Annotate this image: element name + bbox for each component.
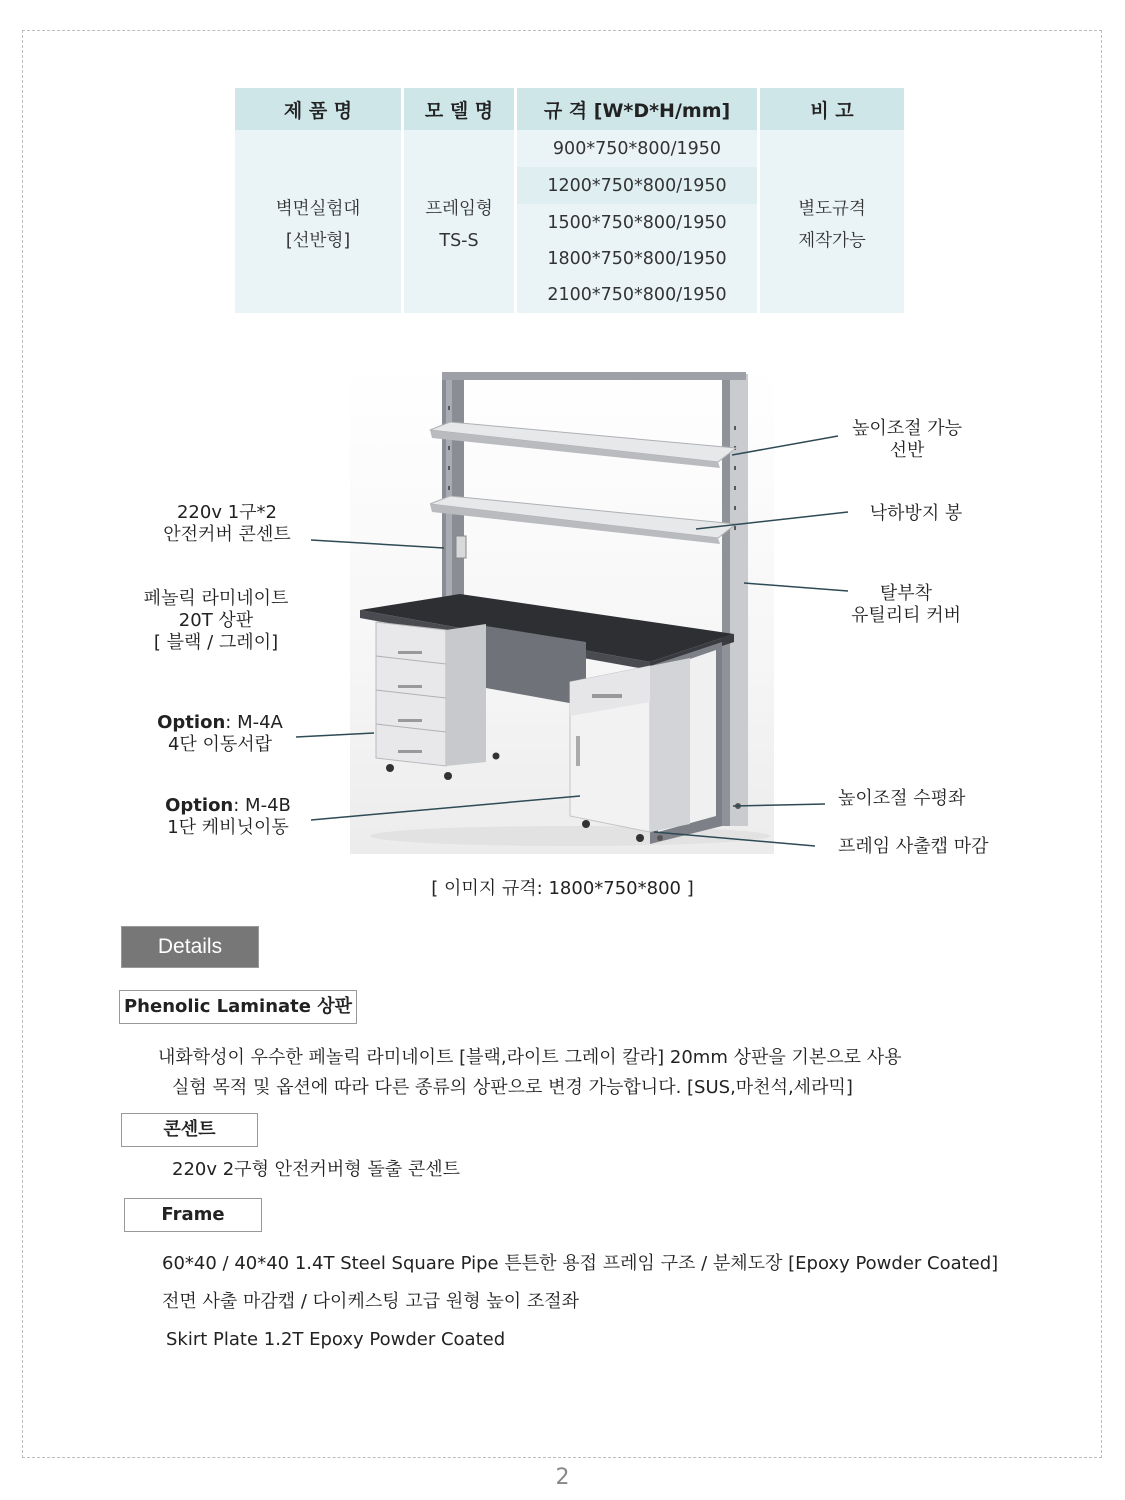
callout-top-line3: [ 블랙 / 그레이] <box>153 632 279 653</box>
callout-top-line2: 20T 상판 <box>178 610 254 631</box>
callout-cover-line2: 유틸리티 커버 <box>850 605 962 626</box>
option-b-label: Option <box>165 795 234 816</box>
callout-option-b <box>156 795 300 839</box>
details-title: Details <box>121 926 259 968</box>
model-code: TS-S <box>439 230 479 251</box>
option-a-label: Option <box>157 712 226 733</box>
frame-desc-line1: 60*40 / 40*40 1.4T Steel Square Pipe 튼튼한 용접 프레임 구조 / 분체도장 [Epoxy Powder Coated] <box>162 1253 999 1274</box>
header-product: 제 품 명 <box>235 88 401 130</box>
note-line: 제작가능 <box>798 230 866 251</box>
callout-outlet-line1: 220v 1구*2 <box>176 502 278 523</box>
tag-outlet: 콘센트 <box>121 1113 258 1147</box>
callout-leveler: 높이조절 수평좌 <box>838 788 966 809</box>
product-name: 벽면실험대 <box>275 198 361 219</box>
callout-top-line1: 페놀릭 라미네이트 <box>143 588 289 609</box>
header-note: 비 고 <box>760 88 904 130</box>
option-a-model: : M-4A <box>225 712 283 733</box>
size-cell: 1500*750*800/1950 <box>517 204 757 241</box>
header-model: 모 델 명 <box>404 88 514 130</box>
callout-shelf-line2: 선반 <box>889 440 925 461</box>
callout-shelf-line1: 높이조절 가능 <box>851 418 963 439</box>
phenolic-desc-line2: 실험 목적 및 옵션에 따라 다른 종류의 상판으로 변경 가능합니다. [SUS,마천석,세라믹] <box>172 1077 853 1098</box>
phenolic-desc-line1: 내화학성이 우수한 페놀릭 라미네이트 [블랙,라이트 그레이 칼라] 20mm 상판을 기본으로 사용 <box>158 1047 902 1068</box>
tag-phenolic-laminate: Phenolic Laminate 상판 <box>119 990 357 1024</box>
option-b-desc: 1단 케비닛이동 <box>167 817 289 838</box>
callout-bar: 낙하방지 봉 <box>869 503 963 524</box>
size-cell: 1800*750*800/1950 <box>517 241 757 277</box>
size-cell: 1200*750*800/1950 <box>517 167 757 204</box>
frame-desc-line2: 전면 사출 마감캡 / 다이케스팅 고급 원형 높이 조절좌 <box>162 1291 579 1312</box>
callout-option-a <box>148 712 292 756</box>
callout-top <box>126 588 306 654</box>
callout-shelf <box>832 418 982 462</box>
callout-outlet <box>140 502 314 546</box>
size-cell: 2100*750*800/1950 <box>517 277 757 313</box>
callout-cover-line1: 탈부착 <box>879 583 933 604</box>
model-type: 프레임형 <box>425 198 493 219</box>
size-cell: 900*750*800/1950 <box>517 130 757 167</box>
option-b-model: : M-4B <box>233 795 291 816</box>
callout-cap: 프레임 사출캡 마감 <box>838 836 989 857</box>
outlet-desc-line1: 220v 2구형 안전커버형 돌출 콘센트 <box>172 1159 461 1180</box>
product-type: [선반형] <box>285 230 351 251</box>
option-a-desc: 4단 이동서랍 <box>167 734 273 755</box>
note-line: 별도규격 <box>798 198 866 219</box>
callout-outlet-line2: 안전커버 콘센트 <box>163 524 291 545</box>
callout-cover <box>836 583 976 627</box>
page-number: 2 <box>555 1465 570 1490</box>
image-caption: [ 이미지 규격: 1800*750*800 ] <box>431 878 694 899</box>
header-size: 규 격 [W*D*H/mm] <box>517 88 757 130</box>
tag-frame: Frame <box>124 1198 262 1232</box>
frame-desc-line3: Skirt Plate 1.2T Epoxy Powder Coated <box>166 1329 506 1350</box>
